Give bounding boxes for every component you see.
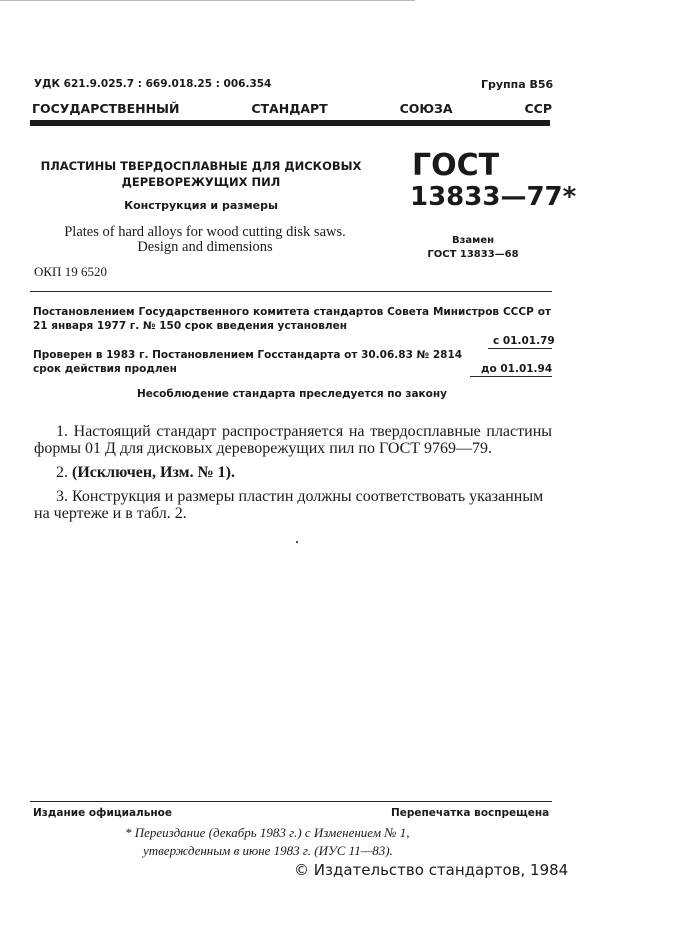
gost-label: ГОСТ	[412, 148, 500, 183]
footnote-line-2: утвержденным в июне 1983 г. (ИУС 11—83).	[143, 843, 393, 858]
body-text	[34, 423, 552, 529]
paragraph-2	[34, 464, 552, 481]
validity-date: до 01.01.94	[481, 363, 553, 375]
paragraph-2-text: (Исключен, Изм. № 1).	[72, 464, 235, 481]
footnote-line-1: * Переиздание (декабрь 1983 г.) с Изменением № 1,	[125, 825, 410, 840]
validity-date-underline	[470, 376, 552, 377]
scan-speck	[296, 541, 298, 543]
english-title	[40, 225, 370, 255]
reprint-notice: Перепечатка воспрещена	[391, 807, 550, 819]
state-standard-heading: ГОСУДАРСТВЕННЫЙ СТАНДАРТ СОЮЗА ССР	[32, 101, 552, 116]
official-edition: Издание официальное	[33, 807, 172, 819]
standard-subtitle: Конструкция и размеры	[124, 199, 278, 212]
footer-rule	[30, 801, 552, 802]
reissue-footnote	[125, 824, 465, 860]
okp-code: ОКП 19 6520	[34, 264, 107, 279]
check-text: Проверен в 1983 г. Постановлением Госстандарта от 30.06.83 № 2814 срок действия продлен	[33, 349, 463, 375]
effective-date: с 01.01.79	[493, 335, 555, 347]
group-code: Группа В56	[481, 78, 554, 91]
english-title-line-1: Plates of hard alloys for wood cutting disk saws.	[64, 224, 346, 240]
heading-rule	[30, 120, 550, 126]
scan-edge-line	[0, 0, 415, 1]
effective-date-underline	[488, 348, 552, 349]
paragraph-3: 3. Конструкция и размеры пластин должны соответствовать указанным на чертеже и в табл. 2.	[34, 488, 544, 522]
udk-code: УДК 621.9.025.7 : 669.018.25 : 006.354	[34, 78, 272, 90]
paragraph-1: 1. Настоящий стандарт распространяется на твердосплавные пластины формы 01 Д для дисковых дереворежущих пил по ГОСТ 9769—79.	[34, 423, 552, 457]
paragraph-2-number: 2.	[56, 464, 68, 481]
english-title-line-2: Design and dimensions	[137, 239, 273, 255]
resolution-text: Постановлением Государственного комитета стандартов Совета Министров СССР от 21 января 1977 г. № 150 срок введения установлен	[33, 306, 551, 332]
law-notice: Несоблюдение стандарта преследуется по закону	[137, 388, 447, 400]
section-rule	[30, 291, 552, 292]
replaces-block	[413, 234, 533, 262]
replaces-gost: ГОСТ 13833—68	[427, 249, 519, 260]
copyright: © Издательство стандартов, 1984	[294, 861, 569, 879]
replaces-label: Взамен	[451, 235, 495, 246]
gost-number: 13833—77*	[410, 182, 577, 212]
standard-title: ПЛАСТИНЫ ТВЕРДОСПЛАВНЫЕ ДЛЯ ДИСКОВЫХ ДЕРЕВОРЕЖУЩИХ ПИЛ	[40, 159, 362, 189]
